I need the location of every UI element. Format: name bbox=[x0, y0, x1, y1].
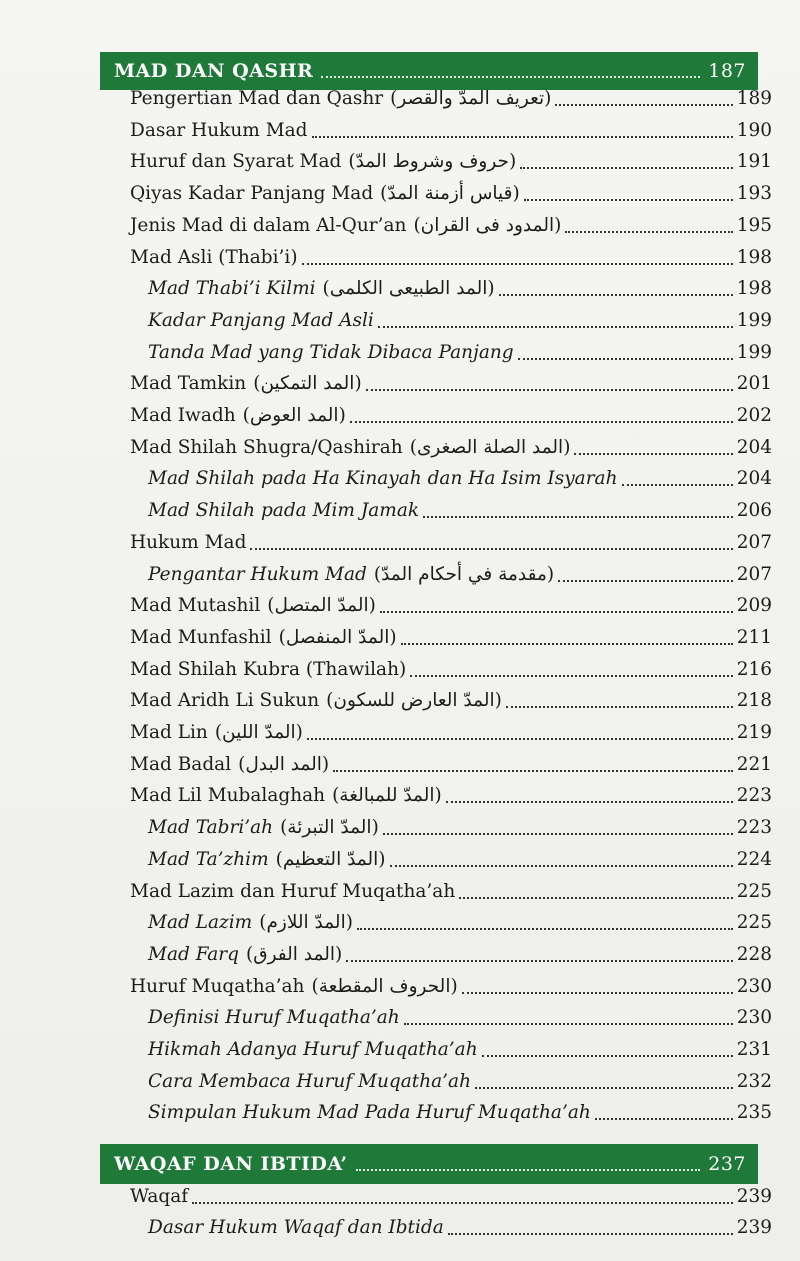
toc-entry-page-number: 198 bbox=[736, 246, 772, 268]
toc-entry-page-number: 235 bbox=[736, 1102, 772, 1124]
toc-entry bbox=[148, 1065, 772, 1095]
toc-entry-title: Tanda Mad yang Tidak Dibaca Panjang bbox=[148, 341, 514, 363]
toc-entry-page-number: 219 bbox=[736, 722, 772, 743]
toc-entry-page-number: 216 bbox=[736, 658, 772, 680]
toc-entry bbox=[130, 716, 772, 746]
toc-entry-arabic: (المد الصلة الصغرى) bbox=[409, 436, 571, 458]
leader-dots bbox=[506, 706, 733, 708]
toc-entry-title: Dasar Hukum Mad bbox=[130, 119, 308, 141]
section-header-waqaf-dan-ibtida bbox=[100, 1144, 758, 1184]
toc-entry-page-number: 198 bbox=[736, 278, 772, 300]
leader-dots bbox=[401, 643, 733, 645]
toc-entry-title: Mad Shilah Kubra (Thawilah) bbox=[130, 658, 407, 680]
toc-entry-title: Mad Farq bbox=[148, 943, 239, 965]
toc-entry-title: Mad Tabri’ah bbox=[148, 817, 274, 839]
toc-entry-arabic: (المد العوض) bbox=[242, 405, 346, 426]
toc-entry-page-number: 206 bbox=[736, 500, 772, 522]
toc-entry bbox=[148, 811, 772, 841]
toc-entry-page-number: 195 bbox=[736, 214, 772, 236]
toc-entry bbox=[130, 177, 772, 207]
toc-entry-page-number: 193 bbox=[736, 183, 772, 205]
toc-entry-arabic: (المدّ اللازم) bbox=[259, 912, 353, 934]
toc-entry bbox=[148, 462, 772, 492]
toc-entry-arabic: (المد التمكين) bbox=[253, 373, 362, 395]
leader-dots bbox=[520, 167, 733, 169]
toc-entry-title: Mad Shilah Shugra/Qashirah bbox=[130, 436, 403, 458]
toc-entry bbox=[148, 336, 772, 366]
toc-entry-arabic: (المدّ المنفصل) bbox=[278, 626, 397, 648]
leader-dots bbox=[423, 516, 733, 518]
toc-entry-arabic: (المد الطبيعى الكلمى) bbox=[322, 278, 495, 300]
leader-dots bbox=[595, 1118, 733, 1120]
toc-entry-title: Mad Shilah pada Ha Kinayah dan Ha Isim Isyarah bbox=[148, 468, 618, 490]
toc-entry-title: Mad Thabi’i Kilmi bbox=[148, 278, 316, 300]
toc-entry bbox=[130, 653, 772, 683]
toc-entry-title: Hukum Mad bbox=[130, 531, 247, 553]
toc-entry-title: Pengertian Mad dan Qashr bbox=[130, 88, 384, 109]
toc-entry-arabic: (حروف وشروط المدّ) bbox=[348, 151, 517, 173]
toc-entry bbox=[130, 875, 772, 905]
toc-entry-title: Hikmah Adanya Huruf Muqatha’ah bbox=[148, 1039, 478, 1060]
leader-dots bbox=[302, 263, 733, 265]
toc-entry-arabic: (قياس أزمنة المدّ) bbox=[380, 183, 520, 205]
toc-entry-arabic: (تعريف المدّ والقصر) bbox=[390, 88, 552, 109]
leader-dots bbox=[192, 1202, 733, 1204]
toc-entry-title: Huruf dan Syarat Mad bbox=[130, 151, 342, 173]
toc-entry-page-number: 223 bbox=[736, 817, 772, 839]
leader-dots bbox=[312, 136, 733, 138]
toc-entry bbox=[130, 779, 772, 809]
toc-entry-title: Huruf Muqatha’ah bbox=[130, 975, 305, 997]
toc-entry bbox=[148, 938, 772, 968]
toc-entry bbox=[130, 431, 772, 461]
toc-entry-page-number: 232 bbox=[736, 1070, 772, 1092]
toc-entry-title: Mad Lazim bbox=[148, 912, 253, 934]
leader-dots bbox=[346, 960, 732, 962]
toc-entry bbox=[130, 114, 772, 144]
toc-entry-page-number: 230 bbox=[736, 975, 772, 997]
leader-dots bbox=[333, 770, 733, 772]
toc-entry bbox=[148, 1096, 772, 1126]
section-title: WAQAF DAN IBTIDA’ bbox=[114, 1153, 348, 1175]
toc-entry bbox=[148, 304, 772, 334]
leader-dots bbox=[350, 421, 733, 423]
toc-entry-arabic: (المدّ العارض للسكون) bbox=[326, 690, 502, 712]
toc-entry-title: Mad Aridh Li Sukun bbox=[130, 690, 320, 712]
toc-entry-page-number: 230 bbox=[736, 1007, 772, 1029]
toc-entry bbox=[148, 1211, 772, 1241]
toc-entry bbox=[130, 82, 772, 112]
toc-entry-title: Mad Badal bbox=[130, 753, 232, 775]
toc-entry bbox=[130, 684, 772, 714]
toc-entry-page-number: 207 bbox=[736, 531, 772, 553]
toc-entry-arabic: (مقدمة في أحكام المدّ) bbox=[373, 563, 555, 585]
toc-entry-page-number: 225 bbox=[736, 880, 772, 902]
toc-entry-page-number: 209 bbox=[736, 595, 772, 617]
leader-dots bbox=[448, 1233, 733, 1235]
toc-entry-arabic: (المدّ التعظيم) bbox=[275, 848, 386, 870]
toc-entry-page-number: 207 bbox=[736, 563, 772, 585]
toc-entry-page-number: 221 bbox=[736, 753, 772, 775]
toc-entry-title: Dasar Hukum Waqaf dan Ibtida bbox=[148, 1217, 444, 1238]
toc-entry-title: Waqaf bbox=[130, 1186, 189, 1207]
toc-entry-arabic: (الحروف المقطعة) bbox=[311, 975, 458, 997]
toc-entry-title: Mad Ta’zhim bbox=[148, 848, 269, 870]
toc-entry-page-number: 239 bbox=[736, 1217, 772, 1238]
leader-dots bbox=[555, 104, 732, 106]
leader-dots bbox=[565, 231, 732, 233]
leader-dots bbox=[482, 1055, 733, 1057]
leader-dots bbox=[307, 738, 733, 740]
toc-entry-arabic: (المدّ المتصل) bbox=[267, 595, 376, 617]
toc-entry-page-number: 231 bbox=[736, 1039, 772, 1060]
toc-entry-title: Mad Lazim dan Huruf Muqatha’ah bbox=[130, 880, 456, 902]
toc-entry bbox=[130, 367, 772, 397]
toc-entry-page-number: 204 bbox=[736, 436, 772, 458]
leader-dots bbox=[378, 326, 733, 328]
toc-entry-arabic: (المد البدل) bbox=[238, 753, 330, 775]
leader-dots bbox=[446, 801, 733, 803]
toc-entry bbox=[130, 1180, 772, 1210]
toc-entry-title: Mad Mutashil bbox=[130, 595, 261, 617]
toc-entry bbox=[148, 494, 772, 524]
toc-entry-page-number: 223 bbox=[736, 785, 772, 807]
section-page-number: 237 bbox=[708, 1153, 746, 1175]
toc-entry bbox=[130, 209, 772, 239]
toc-entry-page-number: 211 bbox=[736, 626, 772, 648]
toc-entry bbox=[148, 558, 772, 588]
toc-entry-title: Simpulan Hukum Mad Pada Huruf Muqatha’ah bbox=[148, 1102, 591, 1124]
toc-entry bbox=[148, 272, 772, 302]
toc-entry-title: Cara Membaca Huruf Muqatha’ah bbox=[148, 1070, 471, 1092]
toc-entry-page-number: 190 bbox=[736, 119, 772, 141]
toc-entry-title: Mad Lil Mubalaghah bbox=[130, 785, 326, 807]
leader-dots bbox=[357, 928, 733, 930]
leader-dots bbox=[410, 675, 732, 677]
toc-entry bbox=[130, 241, 772, 271]
toc-entry-page-number: 228 bbox=[736, 943, 772, 965]
leader-dots bbox=[390, 865, 733, 867]
toc-entry-title: Mad Shilah pada Mim Jamak bbox=[148, 500, 420, 522]
toc-entry bbox=[148, 1001, 772, 1031]
toc-entry-page-number: 224 bbox=[736, 848, 772, 870]
section-page-number: 187 bbox=[708, 60, 746, 82]
leader-dots bbox=[558, 580, 733, 582]
leader-dots bbox=[459, 897, 732, 899]
toc-entry-title: Mad Tamkin bbox=[130, 373, 247, 395]
toc-entry-page-number: 189 bbox=[736, 88, 772, 109]
toc-entry bbox=[148, 843, 772, 873]
toc-entry-page-number: 199 bbox=[736, 309, 772, 331]
leader-dots bbox=[404, 1023, 733, 1025]
toc-entry-page-number: 239 bbox=[736, 1186, 772, 1207]
toc-entry bbox=[130, 145, 772, 175]
toc-entry bbox=[130, 589, 772, 619]
toc-entry-page-number: 204 bbox=[736, 468, 772, 490]
toc-entry-arabic: (المدود فى القران) bbox=[413, 214, 562, 236]
toc-entry bbox=[130, 621, 772, 651]
leader-dots bbox=[250, 548, 732, 550]
toc-entry bbox=[130, 526, 772, 556]
toc-entry-arabic: (المد الفرق) bbox=[246, 943, 343, 965]
toc-entry-page-number: 218 bbox=[736, 690, 772, 712]
toc-entry-page-number: 202 bbox=[736, 405, 772, 426]
leader-dots bbox=[499, 294, 733, 296]
toc-entry bbox=[148, 906, 772, 936]
toc-entry bbox=[130, 748, 772, 778]
toc-entry-page-number: 191 bbox=[736, 151, 772, 173]
leader-dots bbox=[366, 389, 733, 391]
toc-entry-arabic: (المدّ اللين) bbox=[214, 722, 303, 743]
toc-entry-page-number: 225 bbox=[736, 912, 772, 934]
leader-dots bbox=[518, 358, 733, 360]
leader-dots bbox=[383, 833, 733, 835]
toc-entry bbox=[148, 1033, 772, 1063]
toc-entry-arabic: (المدّ التبرئة) bbox=[280, 817, 379, 839]
toc-entry-title: Mad Lin bbox=[130, 722, 208, 743]
section-title: MAD DAN QASHR bbox=[114, 60, 314, 82]
leader-dots bbox=[475, 1087, 733, 1089]
toc-entry bbox=[130, 970, 772, 1000]
toc-entry-title: Mad Asli (Thabi’i) bbox=[130, 246, 298, 268]
toc-entry-page-number: 201 bbox=[736, 373, 772, 395]
toc-entry-page-number: 199 bbox=[736, 341, 772, 363]
leader-dots bbox=[321, 76, 700, 78]
toc-entry-title: Qiyas Kadar Panjang Mad bbox=[130, 183, 374, 205]
leader-dots bbox=[380, 611, 733, 613]
leader-dots bbox=[356, 1169, 701, 1171]
toc-entry-title: Kadar Panjang Mad Asli bbox=[148, 309, 374, 331]
toc-entry-title: Jenis Mad di dalam Al-Qur’an bbox=[130, 214, 407, 236]
leader-dots bbox=[622, 484, 733, 486]
toc-entry-title: Mad Iwadh bbox=[130, 405, 236, 426]
leader-dots bbox=[574, 453, 732, 455]
toc-entry bbox=[130, 399, 772, 429]
toc-entry-title: Mad Munfashil bbox=[130, 626, 272, 648]
toc-entry-arabic: (المدّ للمبالغة) bbox=[332, 785, 442, 807]
leader-dots bbox=[462, 992, 733, 994]
toc-entry-title: Definisi Huruf Muqatha’ah bbox=[148, 1007, 400, 1029]
leader-dots bbox=[524, 199, 733, 201]
toc-entry-title: Pengantar Hukum Mad bbox=[148, 563, 367, 585]
